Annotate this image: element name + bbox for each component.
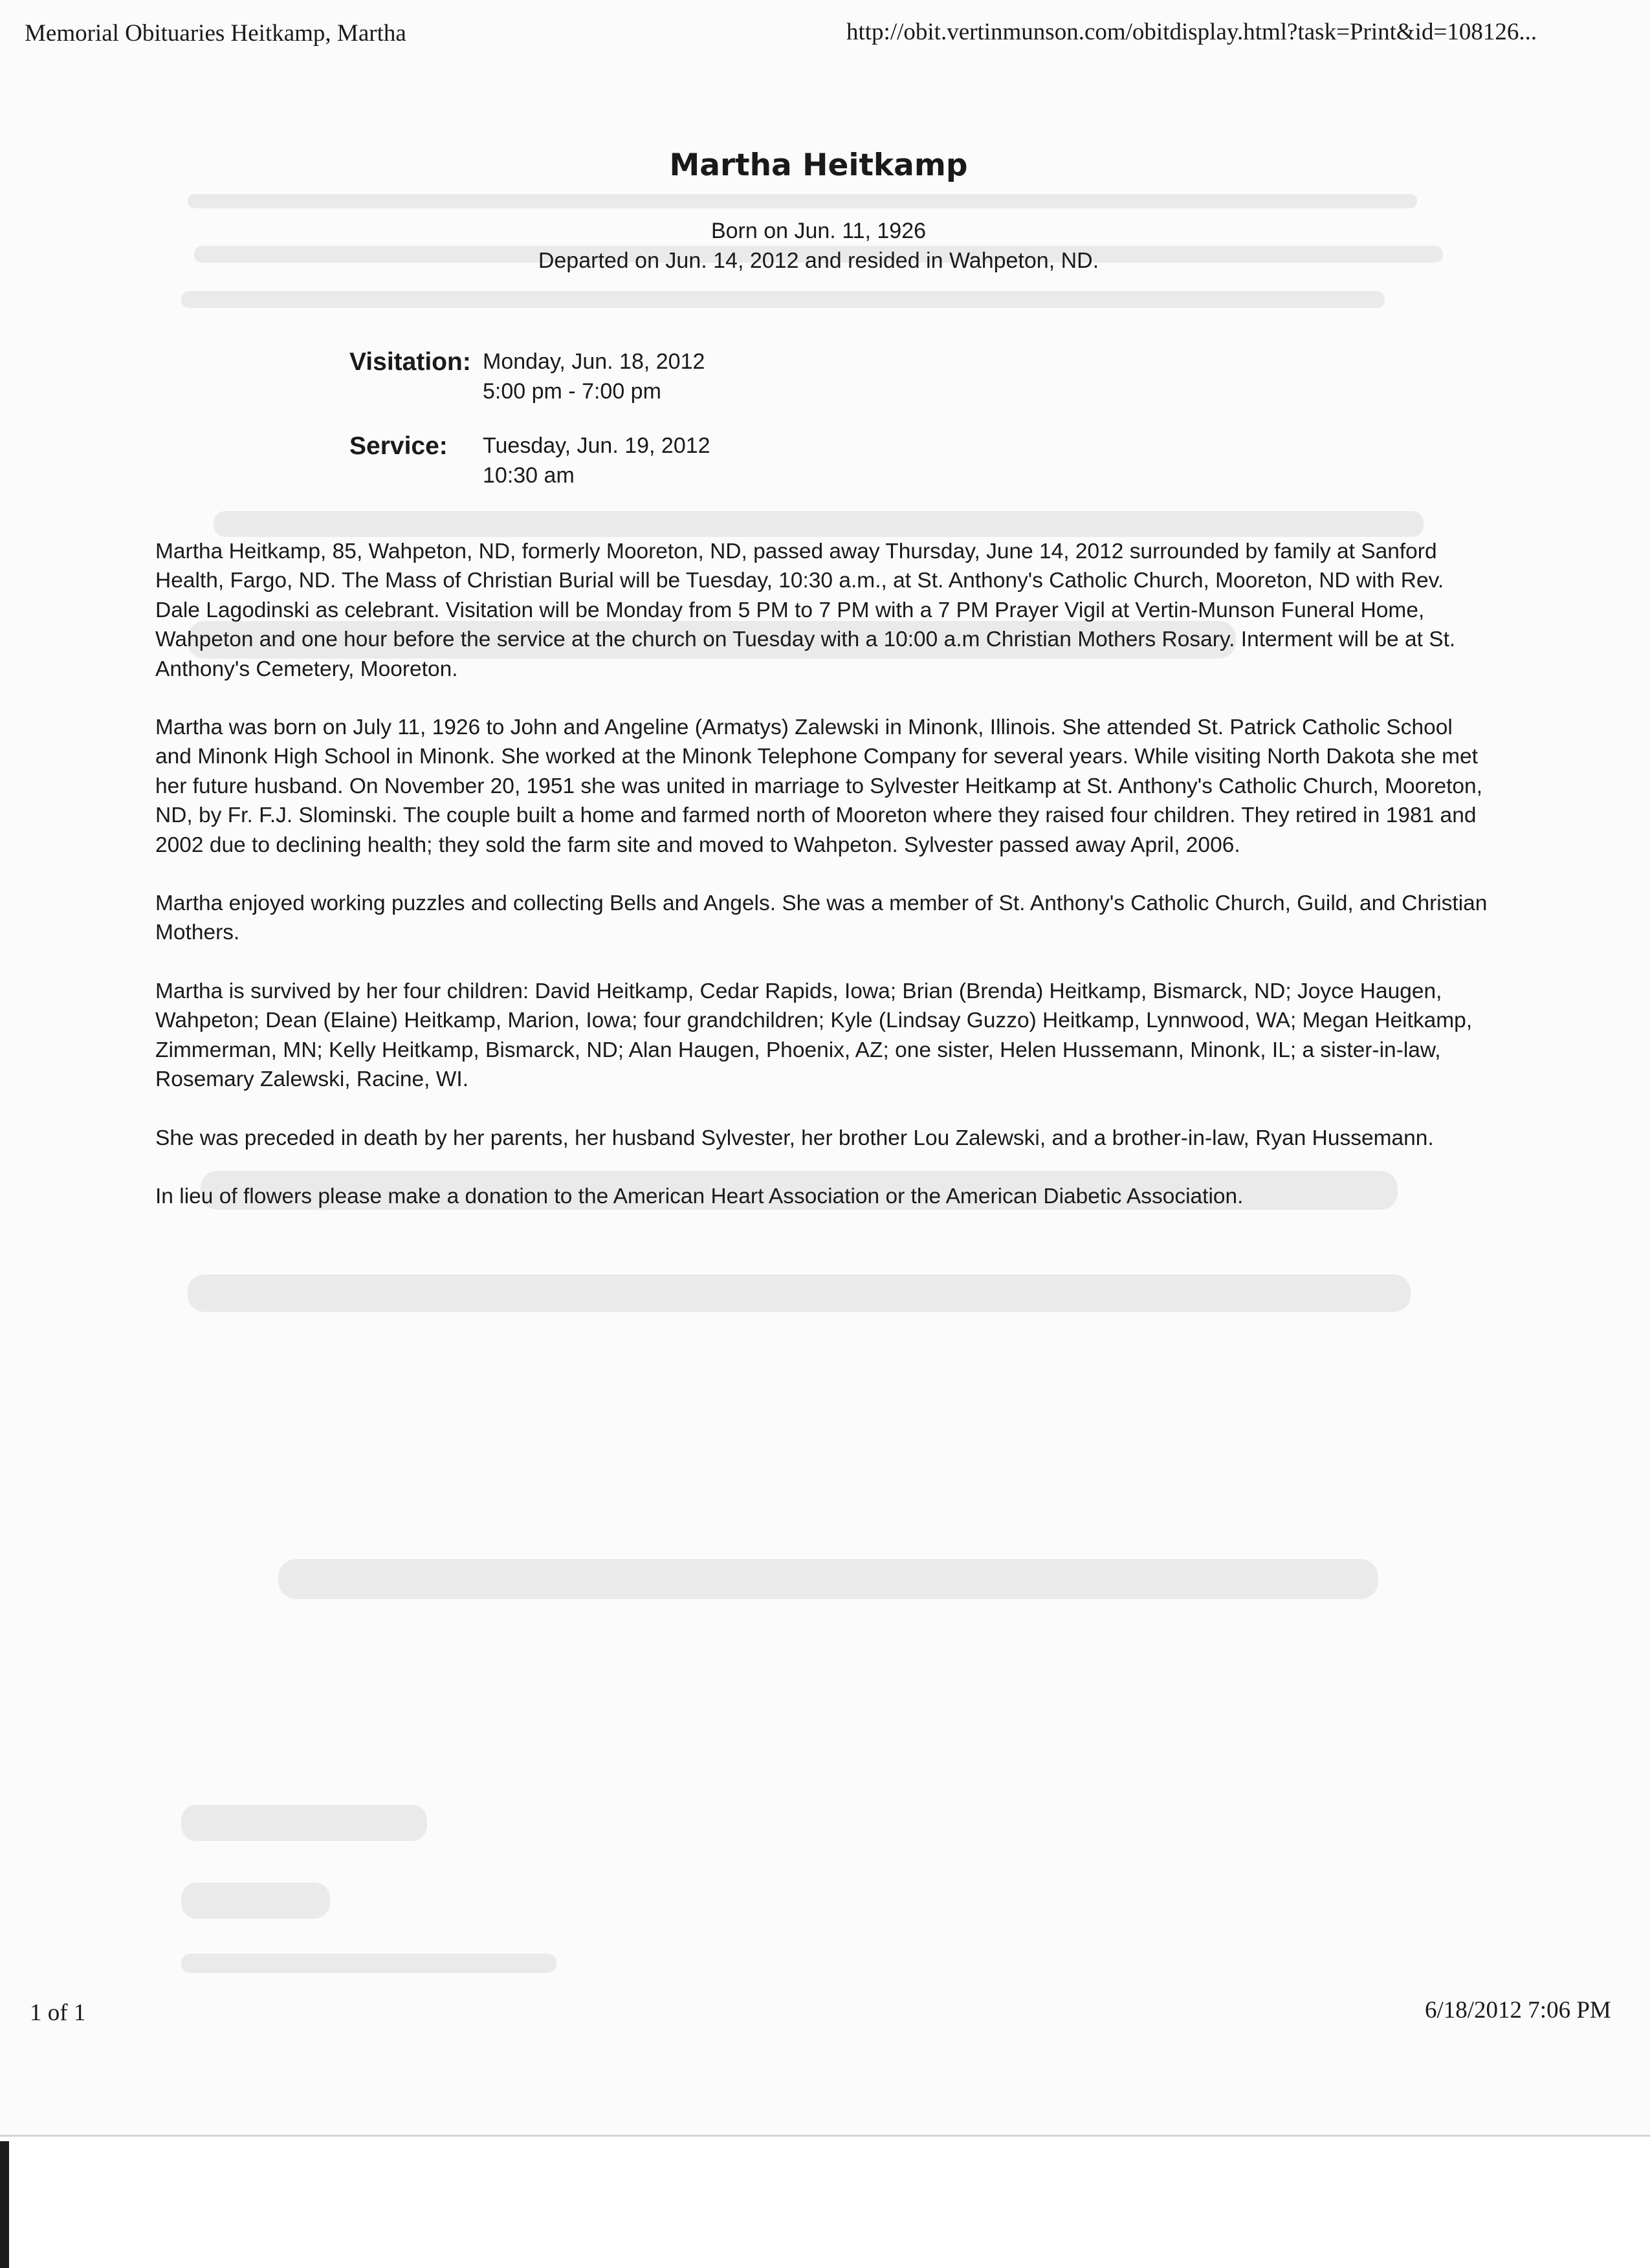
print-timestamp: 6/18/2012 7:06 PM — [1425, 1997, 1611, 2023]
service-date: Tuesday, Jun. 19, 2012 — [483, 433, 710, 458]
obituary-name: Martha Heitkamp — [669, 147, 968, 183]
visitation-time: 5:00 pm - 7:00 pm — [483, 379, 661, 404]
obituary-body — [155, 537, 1488, 1240]
page-counter: 1 of 1 — [30, 2000, 86, 2026]
service-time: 10:30 am — [483, 463, 575, 488]
paragraph-biography: Martha was born on July 11, 1926 to John and Angeline (Armatys) Zalewski in Minonk, Illinois. She attended St. Patrick Catholic School and Minonk High School in Minonk. She worked at the Minonk Telephone Company for several years. While visiting North Dakota she met her future husband. On November 20, 1951 she was united in marriage to Sylvester Heitkamp at St. Anthony's Catholic Church, Mooreton, ND, by Fr. F.J. Slominski. The couple built a home and farmed north of Mooreton where they raised four children. They retired in 1981 and 2002 due to declining health; they sold the farm site and moved to Wahpeton. Sylvester passed away April, 2006. — [155, 715, 1482, 857]
page-url: http://obit.vertinmunson.com/obitdisplay.html?task=Print&id=108126... — [846, 19, 1537, 45]
visitation-label: Visitation: — [349, 348, 471, 376]
scan-edge-shadow — [0, 2141, 9, 2268]
visitation-date: Monday, Jun. 18, 2012 — [483, 349, 705, 374]
departed-date: Departed on Jun. 14, 2012 and resided in Wahpeton, ND. — [538, 248, 1099, 273]
paragraph-interests: Martha enjoyed working puzzles and collecting Bells and Angels. She was a member of St. Anthony's Catholic Church, Guild, and Christian Mothers. — [155, 891, 1488, 945]
paragraph-preceded: She was preceded in death by her parents, her husband Sylvester, her brother Lou Zalewski, and a brother-in-law, Ryan Hussemann. — [155, 1126, 1434, 1150]
paragraph-announcement: Martha Heitkamp, 85, Wahpeton, ND, formerly Mooreton, ND, passed away Thursday, June 14, 2012 surrounded by family at Sanford Health, Fargo, ND. The Mass of Christian Burial will be Tuesday, 10:30 a.m., at St. Anthony's Catholic Church, Mooreton, ND with Rev. Dale Lagodinski as celebrant. Visitation will be Monday from 5 PM to 7 PM with a 7 PM Prayer Vigil at Vertin-Munson Funeral Home, Wahpeton and one hour before the service at the church on Tuesday with a 10:00 a.m Christian Mothers Rosary. Interment will be at St. Anthony's Cemetery, Mooreton. — [155, 540, 1456, 681]
born-date: Born on Jun. 11, 1926 — [710, 219, 927, 243]
browser-page-title: Memorial Obituaries Heitkamp, Martha — [25, 20, 406, 47]
paragraph-survivors: Martha is survived by her four children: David Heitkamp, Cedar Rapids, Iowa; Brian (Brenda) Heitkamp, Bismarck, ND; Joyce Haugen, Wahpeton; Dean (Elaine) Heitkamp, Marion, Iowa; four grandchildren; Kyle (Lindsay Guzzo) Heitkamp, Lynnwood, WA; Megan Heitkamp, Zimmerman, MN; Kelly Heitkamp, Bismarck, ND; Alan Haugen, Phoenix, AZ; one sister, Helen Hussemann, Minonk, IL; a sister-in-law, Rosemary Zalewski, Racine, WI. — [155, 979, 1473, 1092]
service-label: Service: — [349, 432, 448, 460]
paragraph-memorials: In lieu of flowers please make a donation to the American Heart Association or the American Diabetic Association. — [155, 1184, 1244, 1208]
